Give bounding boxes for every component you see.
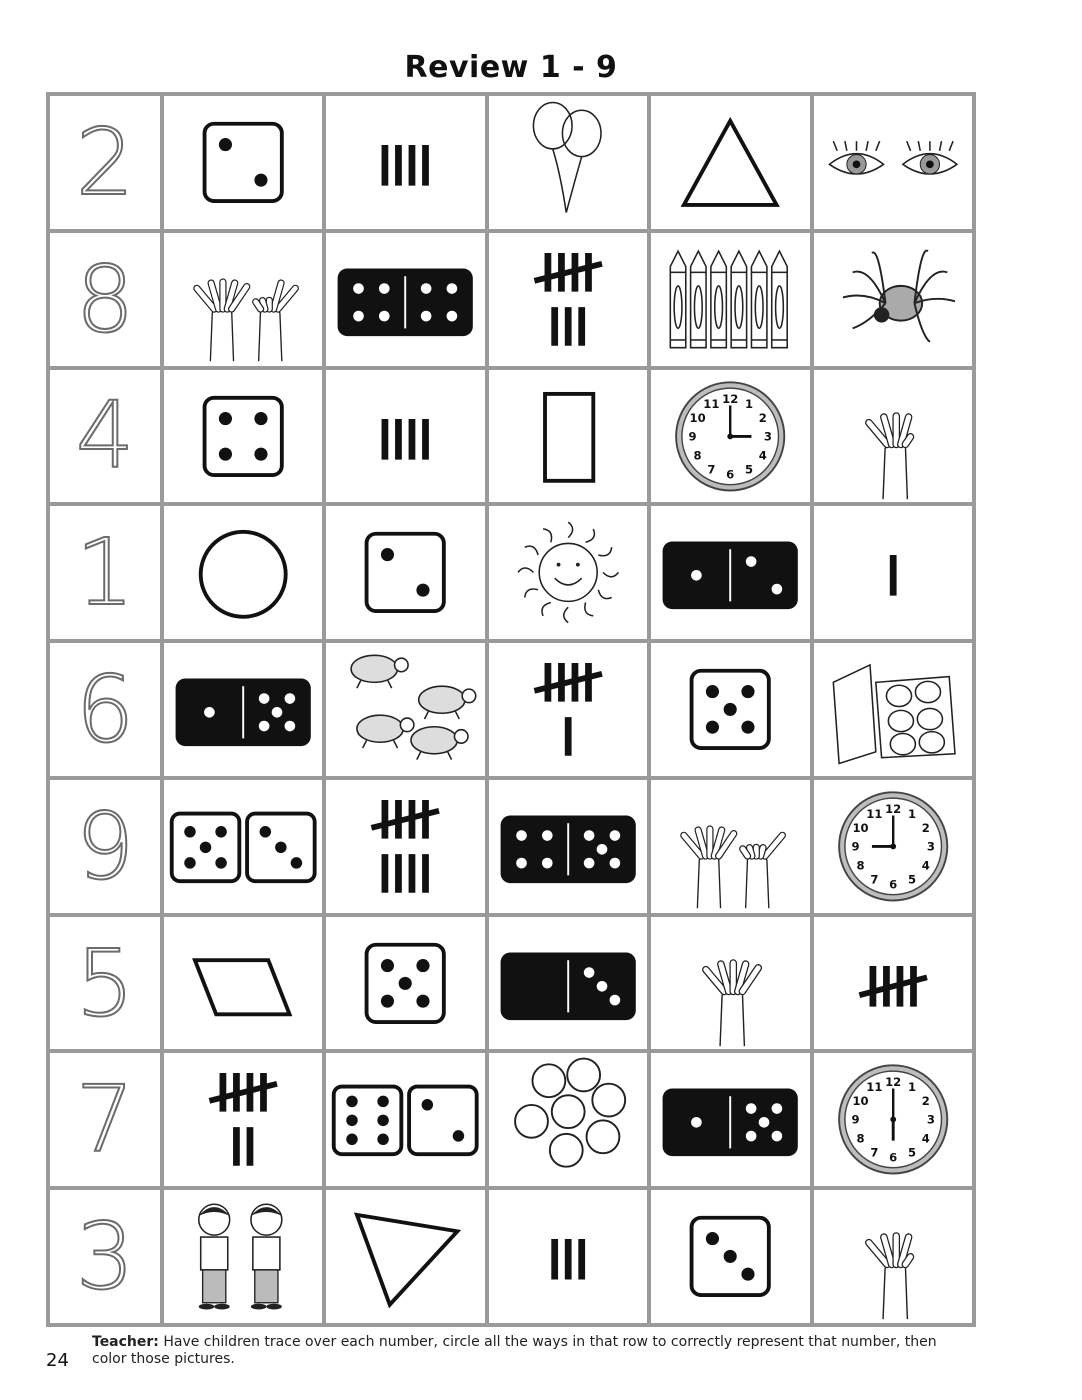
representation-cell[interactable] <box>651 643 809 776</box>
domino-icon <box>663 1089 798 1157</box>
representation-cell[interactable] <box>489 233 647 366</box>
representation-cell[interactable] <box>814 780 972 913</box>
tally-marks-icon <box>385 145 426 186</box>
trace-number-cell[interactable] <box>50 780 160 913</box>
representation-cell[interactable] <box>814 643 972 776</box>
die-icon <box>205 397 282 474</box>
representation-cell[interactable] <box>489 96 647 229</box>
representation-cell[interactable] <box>326 233 484 366</box>
die-icon <box>247 813 315 881</box>
representation-cell[interactable] <box>489 780 647 913</box>
clock-number: 4 <box>921 858 930 873</box>
representation-cell[interactable] <box>326 1053 484 1186</box>
tally-marks-icon <box>534 663 602 756</box>
trace-number-cell[interactable] <box>50 233 160 366</box>
spider-icon <box>843 250 955 341</box>
clock-number: 5 <box>907 872 916 887</box>
clock-number: 10 <box>689 410 706 425</box>
trace-number: 3 <box>75 1203 135 1311</box>
representation-cell[interactable] <box>489 643 647 776</box>
clock-number: 7 <box>869 872 878 887</box>
domino-icon <box>500 952 635 1020</box>
tally-marks-icon <box>554 1239 581 1280</box>
representation-cell[interactable] <box>326 506 484 639</box>
representation-cell[interactable] <box>326 643 484 776</box>
representation-cell[interactable] <box>814 233 972 366</box>
clock-number: 3 <box>926 839 935 854</box>
trace-number-cell[interactable] <box>50 1190 160 1323</box>
trace-number: 5 <box>75 929 135 1037</box>
trace-number: 2 <box>75 108 135 216</box>
clock-number: 12 <box>722 391 739 406</box>
clock-number: 9 <box>851 839 860 854</box>
representation-cell[interactable] <box>814 917 972 1050</box>
domino-icon <box>500 815 635 883</box>
clock-number: 3 <box>926 1113 935 1128</box>
representation-cell[interactable] <box>814 370 972 503</box>
representation-cell[interactable] <box>814 1190 972 1323</box>
clock-number: 5 <box>907 1145 916 1160</box>
trace-number-cell[interactable] <box>50 96 160 229</box>
tally-marks-icon <box>859 966 927 1007</box>
clock-icon <box>676 382 784 490</box>
die-icon <box>409 1087 477 1155</box>
teacher-label: Teacher: <box>92 1334 159 1350</box>
representation-cell[interactable] <box>651 780 809 913</box>
trace-number: 9 <box>75 792 135 900</box>
trace-number-cell[interactable] <box>50 917 160 1050</box>
hands-icon <box>684 829 783 908</box>
domino-icon <box>338 268 473 336</box>
tally-marks-icon <box>209 1073 277 1166</box>
tally-marks-icon <box>372 800 440 893</box>
die-icon <box>334 1087 402 1155</box>
representation-cell[interactable] <box>164 233 322 366</box>
representation-cell[interactable] <box>326 1190 484 1323</box>
trace-number-cell[interactable] <box>50 370 160 503</box>
representation-cell[interactable] <box>164 96 322 229</box>
parallelogram-shape-icon <box>195 960 290 1014</box>
balloons-icon <box>533 103 601 213</box>
clock-number: 2 <box>758 410 768 425</box>
representation-cell[interactable] <box>326 780 484 913</box>
clock-number: 4 <box>921 1132 930 1147</box>
clock-number: 10 <box>852 1094 869 1109</box>
clock-number: 8 <box>856 1132 865 1147</box>
representation-cell[interactable] <box>651 1190 809 1323</box>
egg-carton-icon <box>833 665 955 764</box>
representation-cell[interactable] <box>814 96 972 229</box>
representation-cell[interactable] <box>164 780 322 913</box>
die-icon <box>367 534 444 611</box>
circles-icon <box>515 1059 625 1167</box>
clock-number: 3 <box>764 429 773 444</box>
hands-icon <box>197 282 296 361</box>
teacher-instructions <box>92 1334 972 1368</box>
representation-cell[interactable] <box>326 370 484 503</box>
representation-cell[interactable] <box>651 370 809 503</box>
representation-cell[interactable] <box>814 506 972 639</box>
sun-icon <box>518 522 618 622</box>
clock-number: 12 <box>884 801 901 816</box>
representation-cell[interactable] <box>651 96 809 229</box>
clock-number: 9 <box>688 429 697 444</box>
eyes-icon <box>829 141 956 174</box>
trace-number-cell[interactable] <box>50 643 160 776</box>
representation-cell[interactable] <box>651 1053 809 1186</box>
clock-number: 7 <box>869 1145 878 1160</box>
clock-number: 5 <box>745 461 754 476</box>
representation-cell[interactable] <box>326 96 484 229</box>
clock-number: 1 <box>907 1080 916 1095</box>
representation-cell[interactable] <box>164 1053 322 1186</box>
representation-cell[interactable] <box>164 643 322 776</box>
trace-number: 6 <box>75 655 135 763</box>
representation-cell[interactable] <box>489 917 647 1050</box>
representation-cell[interactable] <box>164 506 322 639</box>
clock-number: 7 <box>707 461 716 476</box>
page-title: Review 1 - 9 <box>404 50 618 85</box>
clock-number: 9 <box>851 1113 860 1128</box>
hand-icon <box>868 1236 910 1319</box>
clock-number: 8 <box>856 858 865 873</box>
hand-icon <box>706 963 758 1046</box>
turtles-icon <box>352 655 477 759</box>
clock-number: 1 <box>907 806 916 821</box>
triangle-inverted-shape-icon <box>357 1215 457 1305</box>
crayons-icon <box>671 251 788 348</box>
die-icon <box>692 1218 769 1295</box>
clock-number: 11 <box>865 1080 883 1095</box>
clock-number: 8 <box>693 448 702 463</box>
representation-cell[interactable] <box>651 917 809 1050</box>
clock-number: 12 <box>884 1075 901 1090</box>
die-icon <box>367 944 444 1021</box>
instructions-text: Have children trace over each number, circle all the ways in that row to correctly represent that number, then color those pictures. <box>92 1334 937 1367</box>
trace-number: 4 <box>75 382 135 490</box>
representation-cell[interactable] <box>651 506 809 639</box>
clock-number: 2 <box>921 1094 930 1109</box>
representation-cell[interactable] <box>489 506 647 639</box>
representation-cell[interactable] <box>489 370 647 503</box>
clock-number: 4 <box>758 448 768 463</box>
representation-cell[interactable] <box>489 1190 647 1323</box>
trace-number: 7 <box>75 1066 135 1174</box>
trace-number: 8 <box>75 245 135 353</box>
triangle-shape-icon <box>684 121 777 205</box>
clock-number: 1 <box>745 396 754 411</box>
die-icon <box>692 671 769 748</box>
clock-icon <box>839 792 947 900</box>
clock-number: 2 <box>921 820 930 835</box>
representation-cell[interactable] <box>489 1053 647 1186</box>
representation-cell[interactable] <box>164 1190 322 1323</box>
clock-number: 6 <box>888 877 897 892</box>
clock-number: 6 <box>888 1150 897 1165</box>
domino-icon <box>176 679 311 747</box>
domino-icon <box>663 542 798 610</box>
rectangle-shape-icon <box>545 393 593 480</box>
representation-cell[interactable] <box>814 1053 972 1186</box>
trace-number: 1 <box>75 519 135 627</box>
representation-cell[interactable] <box>164 917 322 1050</box>
representation-cell[interactable] <box>164 370 322 503</box>
review-grid <box>46 92 976 1327</box>
trace-number-cell[interactable] <box>50 1053 160 1186</box>
trace-number-cell[interactable] <box>50 506 160 639</box>
tally-marks-icon <box>534 253 602 346</box>
die-icon <box>172 813 240 881</box>
clock-number: 11 <box>703 396 720 411</box>
die-icon <box>205 124 282 201</box>
circle-shape-icon <box>201 532 286 617</box>
clock-number: 11 <box>865 806 883 821</box>
representation-cell[interactable] <box>651 233 809 366</box>
children-icon <box>199 1204 282 1309</box>
page-number: 24 <box>46 1350 69 1371</box>
representation-cell[interactable] <box>326 917 484 1050</box>
clock-icon <box>839 1066 947 1174</box>
hand-icon <box>868 416 910 499</box>
clock-number: 6 <box>726 466 735 481</box>
tally-marks-icon <box>385 419 426 460</box>
clock-number: 10 <box>852 820 869 835</box>
